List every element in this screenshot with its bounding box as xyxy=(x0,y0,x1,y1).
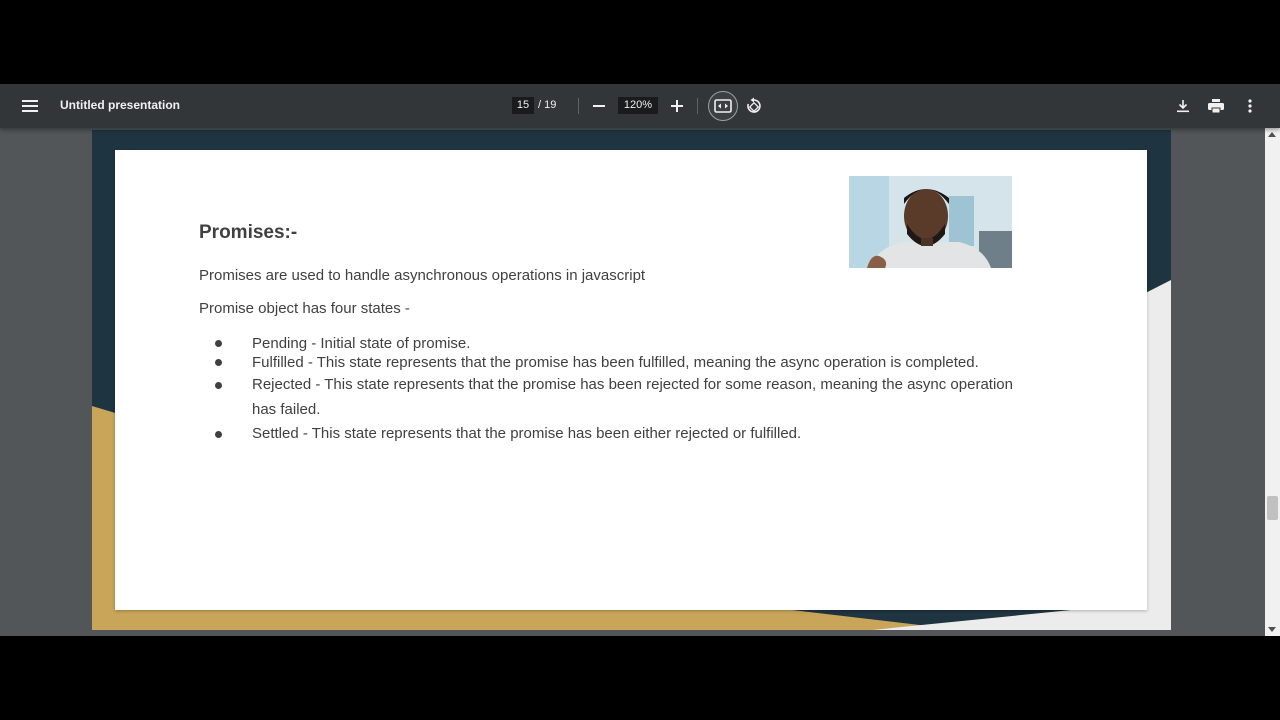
rotate-icon[interactable] xyxy=(742,94,766,118)
list-item xyxy=(215,422,1115,447)
bullet-dot xyxy=(215,340,222,347)
list-item-text: Rejected - This state represents that the promise has been rejected for some reason, meaning the async operation has failed. xyxy=(252,376,1013,418)
slide-paragraph: Promise object has four states - xyxy=(199,300,410,317)
download-icon[interactable] xyxy=(1172,94,1194,118)
toolbar-divider xyxy=(578,98,579,114)
zoom-in-icon[interactable] xyxy=(668,96,686,116)
toolbar-divider xyxy=(697,98,698,114)
print-icon[interactable] xyxy=(1205,94,1227,118)
list-item-text: Pending - Initial state of promise. xyxy=(252,335,471,352)
bullet-dot xyxy=(215,382,222,389)
list-item-text: Settled - This state represents that the promise has been either rejected or fulfilled. xyxy=(252,425,802,442)
slide-title: Promises:- xyxy=(199,222,298,243)
list-item xyxy=(215,373,1035,422)
list-item-text: Fulfilled - This state represents that the promise has been fulfilled, meaning the async operation is completed. xyxy=(252,354,979,371)
scroll-thumb[interactable] xyxy=(1267,496,1278,520)
page-number-input[interactable]: 15 xyxy=(512,97,534,114)
list-item xyxy=(215,353,1115,372)
more-vert-icon[interactable] xyxy=(1240,94,1260,118)
zoom-level-input[interactable]: 120% xyxy=(618,97,658,114)
webcam-overlay xyxy=(849,176,1012,268)
slide-page xyxy=(115,150,1147,610)
pdf-viewer xyxy=(0,84,1280,636)
zoom-out-icon[interactable] xyxy=(590,96,608,116)
scroll-down-icon[interactable] xyxy=(1268,627,1276,632)
menu-icon[interactable] xyxy=(16,94,44,118)
page-total: / 19 xyxy=(538,99,557,111)
document-title: Untitled presentation xyxy=(60,98,181,112)
bullet-list xyxy=(215,334,1115,447)
vertical-scrollbar[interactable] xyxy=(1265,128,1280,636)
bullet-dot xyxy=(215,431,222,438)
fit-to-page-icon[interactable] xyxy=(708,91,738,121)
bullet-dot xyxy=(215,359,222,366)
slide-paragraph: Promises are used to handle asynchronous operations in javascript xyxy=(199,267,646,284)
scroll-up-icon[interactable] xyxy=(1268,132,1276,137)
pdf-toolbar xyxy=(0,84,1280,128)
list-item xyxy=(215,334,1115,353)
